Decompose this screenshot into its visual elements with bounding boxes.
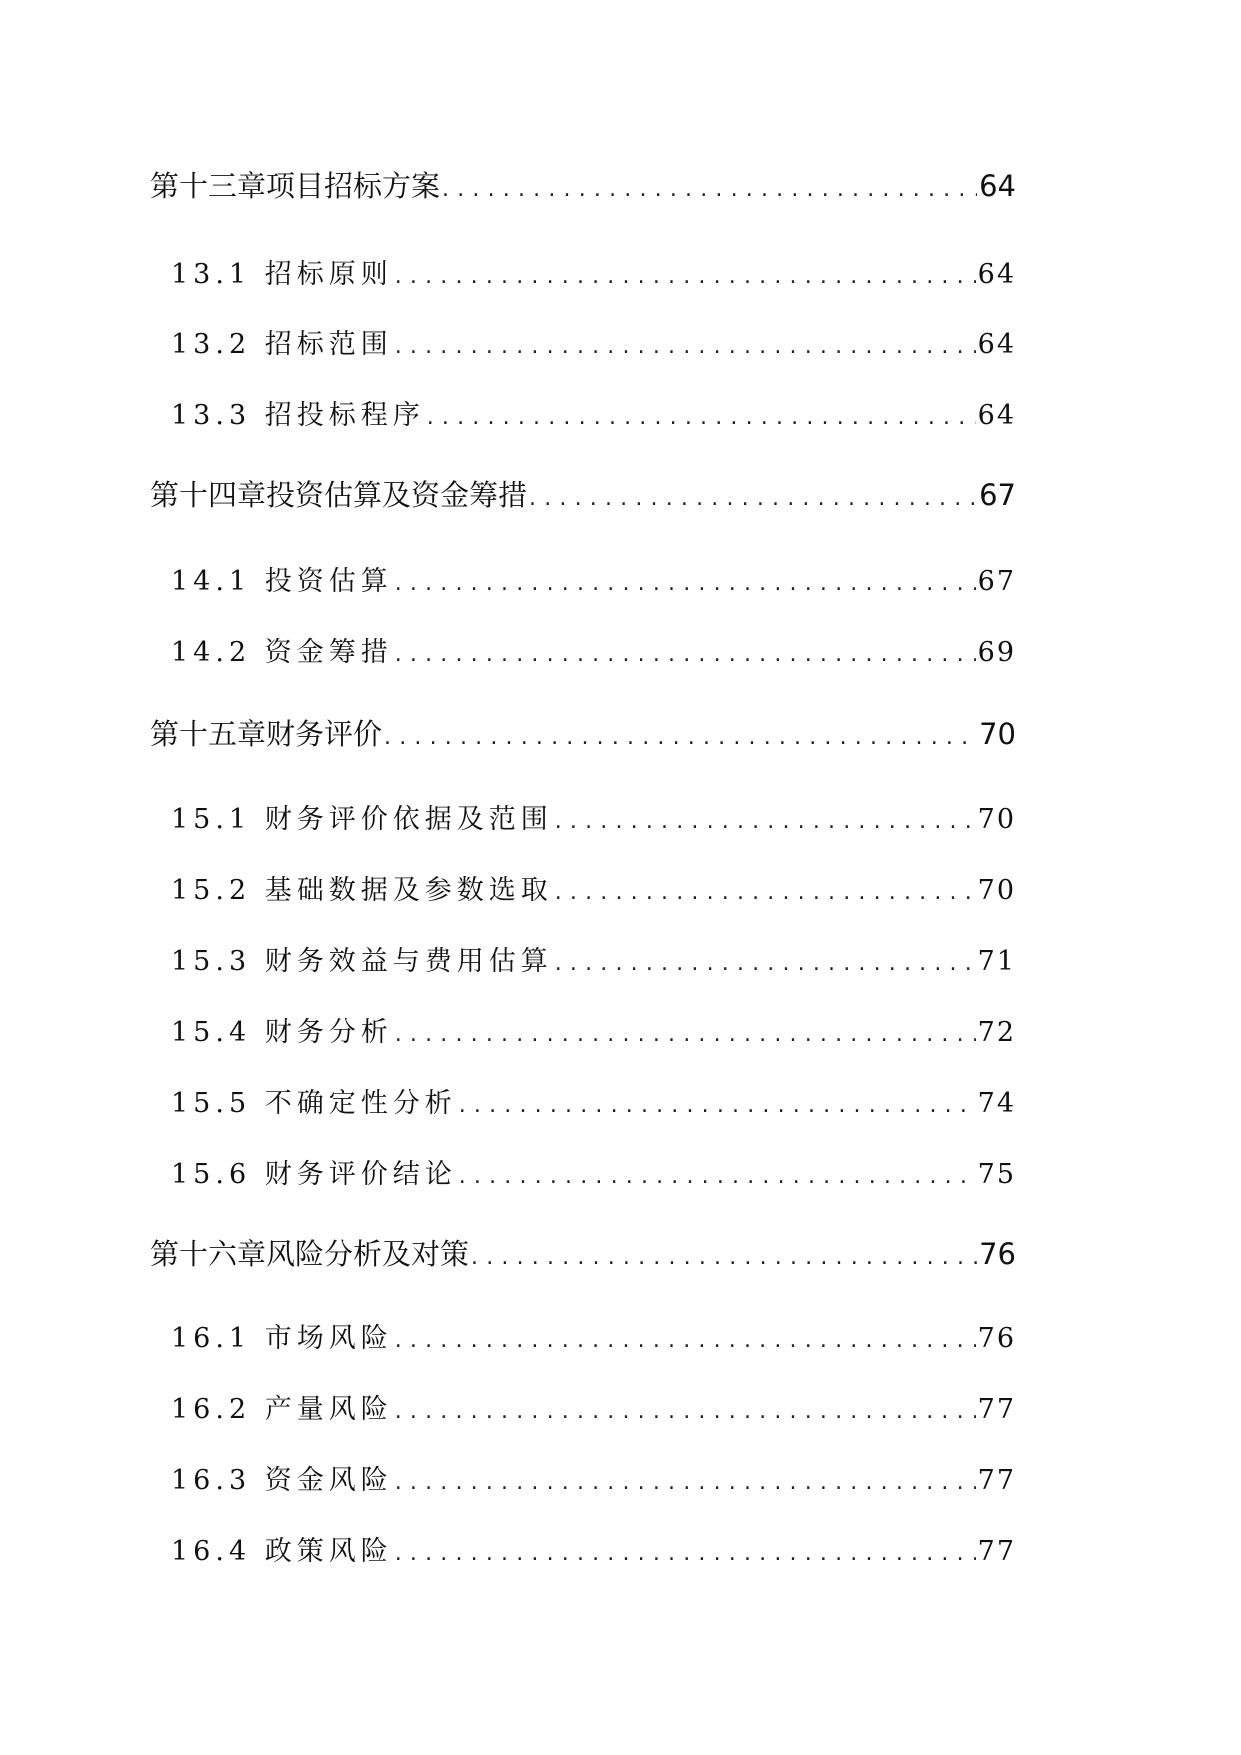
dot-leader bbox=[459, 1159, 976, 1190]
section-label: 14.1 投资估算 bbox=[171, 566, 393, 597]
section-label: 15.6 财务评价结论 bbox=[171, 1159, 457, 1190]
section-label: 14.2 资金筹措 bbox=[171, 637, 393, 668]
page-number: 71 bbox=[977, 946, 1016, 977]
page-number: 67 bbox=[977, 566, 1016, 597]
section-label: 13.3 招投标程序 bbox=[171, 400, 425, 431]
section-label: 16.1 市场风险 bbox=[171, 1323, 393, 1354]
section-label: 13.1 招标原则 bbox=[171, 259, 393, 290]
page-number: 77 bbox=[977, 1536, 1016, 1567]
dot-leader bbox=[395, 637, 976, 668]
toc-section-15-4[interactable] bbox=[171, 1010, 1016, 1049]
chapter-number: 第十五章 bbox=[150, 717, 267, 751]
page-number: 76 bbox=[977, 1323, 1016, 1354]
page-number: 70 bbox=[977, 875, 1016, 906]
page-number: 75 bbox=[977, 1159, 1016, 1190]
dot-leader bbox=[555, 875, 976, 906]
dot-leader bbox=[395, 259, 976, 290]
chapter-title: 风险分析及对策 bbox=[266, 1237, 470, 1271]
dot-leader bbox=[555, 804, 976, 835]
toc-section-13-1[interactable] bbox=[171, 252, 1016, 291]
dot-leader bbox=[384, 717, 977, 751]
toc-chapter-16[interactable] bbox=[150, 1232, 1016, 1273]
dot-leader bbox=[555, 946, 976, 977]
section-label: 16.2 产量风险 bbox=[171, 1394, 393, 1425]
dot-leader bbox=[442, 169, 977, 203]
section-label: 15.5 不确定性分析 bbox=[171, 1088, 457, 1119]
toc-section-15-5[interactable] bbox=[171, 1081, 1016, 1120]
page-number: 72 bbox=[977, 1017, 1016, 1048]
dot-leader bbox=[395, 329, 976, 360]
dot-leader bbox=[427, 400, 976, 431]
dot-leader bbox=[459, 1088, 976, 1119]
toc-section-13-3[interactable] bbox=[171, 393, 1016, 432]
toc-section-14-1[interactable] bbox=[171, 559, 1016, 598]
section-label: 13.2 招标范围 bbox=[171, 329, 393, 360]
toc-section-15-6[interactable] bbox=[171, 1152, 1016, 1191]
toc-chapter-14[interactable] bbox=[150, 473, 1016, 514]
dot-leader bbox=[395, 1536, 976, 1567]
page-number: 70 bbox=[977, 804, 1016, 835]
dot-leader bbox=[395, 1394, 976, 1425]
section-label: 15.2 基础数据及参数选取 bbox=[171, 875, 553, 906]
chapter-number: 第十四章 bbox=[150, 478, 267, 512]
chapter-title: 投资估算及资金筹措 bbox=[266, 478, 528, 512]
page-number: 77 bbox=[977, 1465, 1016, 1496]
page-number: 64 bbox=[977, 400, 1016, 431]
section-label: 16.3 资金风险 bbox=[171, 1465, 393, 1496]
page-number: 64 bbox=[977, 259, 1016, 290]
section-label: 16.4 政策风险 bbox=[171, 1536, 393, 1567]
dot-leader bbox=[529, 478, 977, 512]
toc-section-16-2[interactable] bbox=[171, 1387, 1016, 1426]
toc-section-16-1[interactable] bbox=[171, 1316, 1016, 1355]
chapter-number: 第十六章 bbox=[150, 1237, 267, 1271]
dot-leader bbox=[395, 1323, 976, 1354]
dot-leader bbox=[395, 1017, 976, 1048]
section-label: 15.3 财务效益与费用估算 bbox=[171, 946, 553, 977]
chapter-number: 第十三章 bbox=[150, 169, 267, 203]
toc-chapter-13[interactable] bbox=[150, 164, 1016, 205]
toc-chapter-15[interactable] bbox=[150, 712, 1016, 753]
toc-section-14-2[interactable] bbox=[171, 630, 1016, 669]
toc-section-13-2[interactable] bbox=[171, 322, 1016, 361]
toc-section-15-2[interactable] bbox=[171, 868, 1016, 907]
page-number: 77 bbox=[977, 1394, 1016, 1425]
toc-section-16-4[interactable] bbox=[171, 1529, 1016, 1568]
page-number: 76 bbox=[979, 1237, 1016, 1271]
page-number: 64 bbox=[977, 329, 1016, 360]
page-number: 74 bbox=[977, 1088, 1016, 1119]
dot-leader bbox=[395, 1465, 976, 1496]
section-label: 15.1 财务评价依据及范围 bbox=[171, 804, 553, 835]
dot-leader bbox=[471, 1237, 977, 1271]
toc-section-16-3[interactable] bbox=[171, 1458, 1016, 1497]
page-number: 64 bbox=[979, 169, 1016, 203]
page-number: 70 bbox=[979, 717, 1016, 751]
chapter-title: 财务评价 bbox=[266, 717, 383, 751]
page-number: 69 bbox=[977, 637, 1016, 668]
toc-section-15-3[interactable] bbox=[171, 939, 1016, 978]
dot-leader bbox=[395, 566, 976, 597]
chapter-title: 项目招标方案 bbox=[266, 169, 441, 203]
page-number: 67 bbox=[979, 478, 1016, 512]
section-label: 15.4 财务分析 bbox=[171, 1017, 393, 1048]
toc-section-15-1[interactable] bbox=[171, 797, 1016, 836]
